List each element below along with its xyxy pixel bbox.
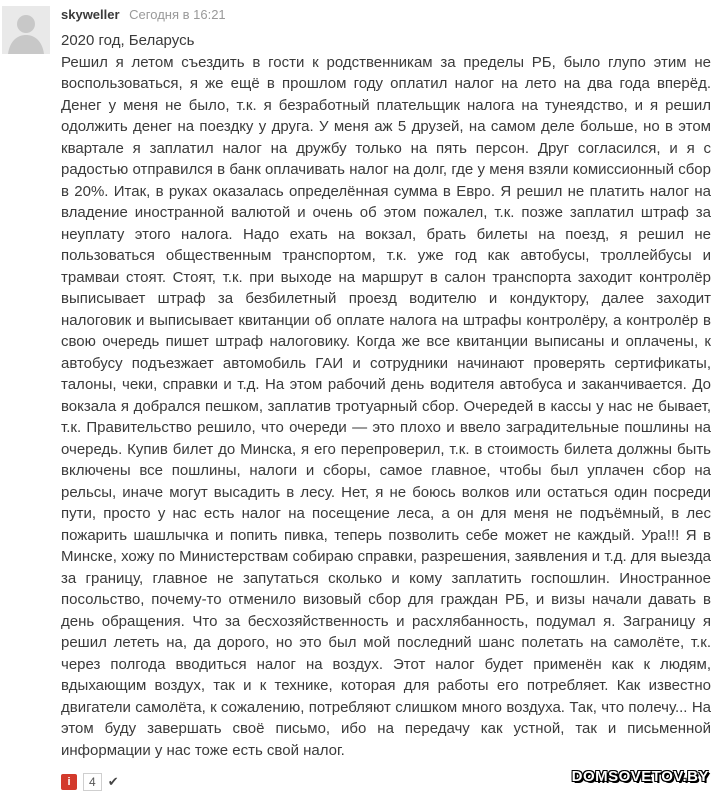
check-icon[interactable]: ✔ [107, 774, 119, 789]
comment-body [61, 30, 711, 761]
avatar[interactable] [2, 6, 50, 54]
author-name[interactable]: skyweller [61, 7, 120, 22]
site-watermark: DOMSOVETOV.BY [571, 768, 709, 785]
comment-text: Решил я летом съездить в гости к родственникам за пределы РБ, было глупо этим не воспользоваться, я же ещё в прошлом году оплатил налог на лето на два года вперёд. Денег у меня не было, т.к. я безработный плательщик налога на тунеядство, и я решил одолжить денег на поездку у друга. У меня аж 5 друзей, на самом деле больше, но в этом квартале я заплатил налог на дружбу только на пять персон. Друг согласился, и я с радостью отправился в банк оплачивать налог на долг, где у меня взяли комиссионный сбор в 20%. Итак, в руках оказалась определённая сумма в Евро. Я решил не платить налог на владение иностранной валютой и очень об этом пожалел, т.к. позже заплатил штраф за неуплату этого налога. Надо ехать на вокзал, брать билеты на поезд, я решил не пользоваться общественным транспортом, т.к. уже год как автобусы, троллейбусы и трамваи стоят. Стоят, т.к. при выходе на маршрут в салон транспорта заходит контролёр выписывает штраф за безбилетный проезд водителю и кондуктору, далее заходит налоговик и выписывает квитанции об оплате налога на штрафы контролёру, а контролёр в свою очередь пишет штраф налоговику. Когда же все квитанции выписаны и оплачены, к автобусу подъезжает автомобиль ГАИ и сотрудники начинают проверять сертификаты, талоны, чеки, справки и т.д. На этом рабочий день водителя автобуса и заканчивается. До вокзала я добрался пешком, заплатив тротуарный сбор. Очередей в кассы у нас не бывает, т.к. Правительство решило, что очереди — это плохо и ввело заградительные пошлины на очередь. Купив билет до Минска, я его перепроверил, т.к. в стоимость билета должны быть включены все пошлины, налоги и сборы, самое главное, чтобы был уплачен сбор на рельсы, иначе могут высадить в лесу. Нет, я не боюсь волков или остаться один посреди пути, просто у нас есть налог на посещение леса, а он для меня не подъёмный, в лес пожарить шашлычка и попить пивка, теперь позволить себе может не каждый. Ура!!! Я в Минске, хожу по Министерствам собираю справки, разрешения, заявления и т.д. для выезда за границу, главное не запутаться сколько и кому заплатить госпошлин. Иностранное посольство, почему-то отменило визовый сбор для граждан РБ, и визы начали давать в день обращения. Что за бесхозяйственность и расхлябанность, подумал я. Заграницу я решил лететь на, да дорого, но это был мой последний шанс полетать на самолёте, т.к. через полгода вводиться налог на воздух. Этот налог будет применён как к людям, вдыхающим воздух, так и к технике, которая для работы его потребляет. Как известно двигатели самолёта, к сожалению, потребляют слишком много воздуха. Так, что полечу... На этом буду завершать своё письмо, ибо на передачу как устной, так и письменной информации у нас тоже есть свой налог. [61, 53, 711, 759]
like-button[interactable]: i [61, 774, 77, 790]
comment-header [61, 7, 226, 23]
user-placeholder-icon [2, 6, 50, 54]
comment-subtitle: 2020 год, Беларусь [61, 32, 195, 49]
comment-timestamp: Сегодня в 16:21 [129, 7, 226, 22]
like-count: 4 [83, 773, 102, 791]
comment-footer [61, 771, 119, 793]
